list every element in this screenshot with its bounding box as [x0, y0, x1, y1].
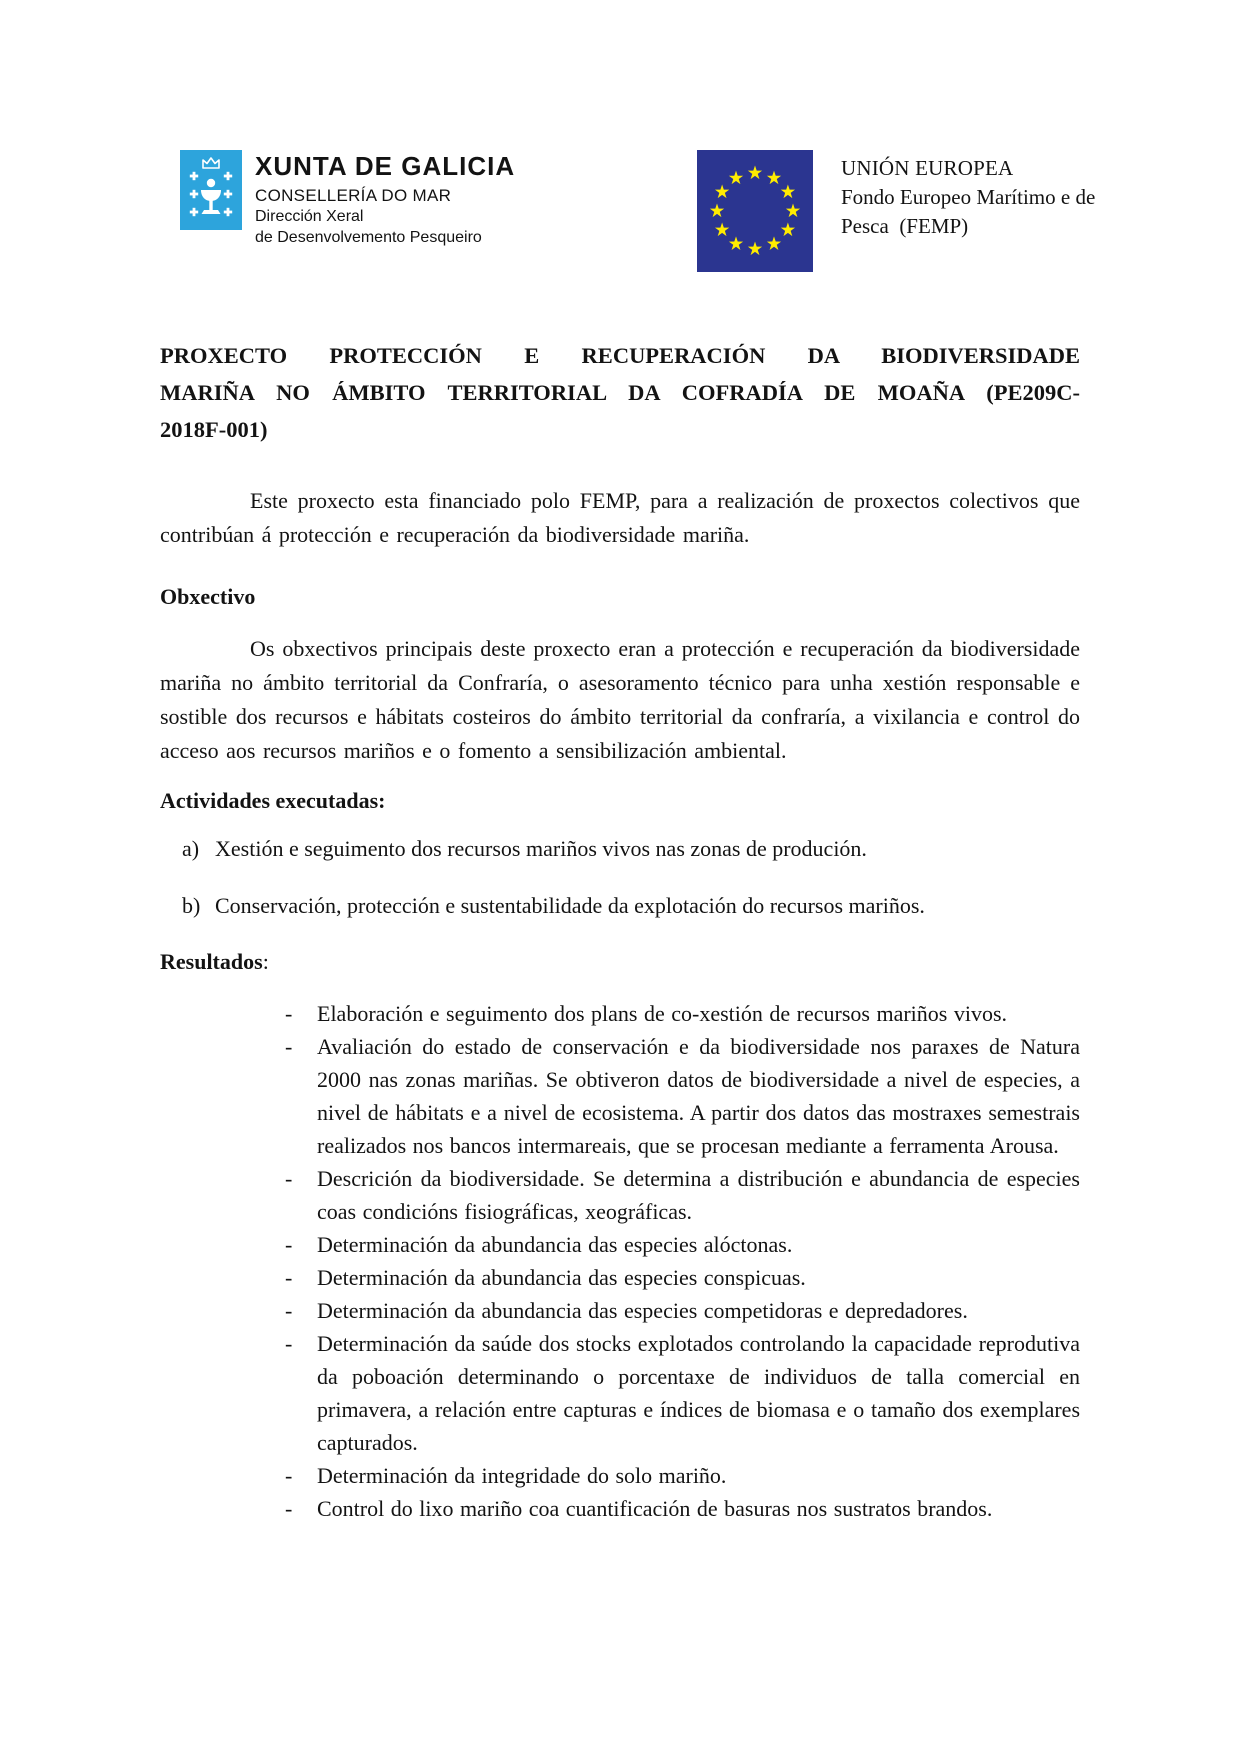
activity-marker: a) — [182, 836, 200, 861]
eu-fund-line1: Fondo Europeo Marítimo e de — [841, 185, 1096, 209]
result-item — [160, 1294, 1080, 1327]
result-text: Control do lixo mariño coa cuantificación de basuras nos sustratos brandos. — [317, 1496, 993, 1521]
result-item — [160, 1492, 1080, 1525]
eu-flag-icon — [697, 150, 813, 272]
activities-list — [160, 832, 1080, 923]
result-text: Determinación da abundancia das especies competidoras e depredadores. — [317, 1298, 968, 1323]
document-content — [160, 337, 1080, 1525]
result-dash: - — [285, 1463, 293, 1488]
eu-name-text: UNIÓN EUROPEA — [841, 156, 1014, 180]
result-text: Determinación da integridade do solo mariño. — [317, 1463, 727, 1488]
xunta-department-text: CONSELLERÍA DO MAR — [255, 186, 452, 205]
xunta-direction-line1: Dirección Xeral — [255, 208, 364, 225]
xunta-brand-text: XUNTA DE GALICIA — [255, 151, 516, 181]
activity-item — [160, 832, 1080, 866]
result-dash: - — [285, 1232, 293, 1257]
result-item — [160, 1228, 1080, 1261]
eu-logo — [697, 150, 1095, 272]
result-item — [160, 1030, 1080, 1162]
result-item — [160, 1327, 1080, 1459]
objective-heading: Obxectivo — [160, 584, 256, 609]
result-text: Elaboración e seguimento dos plans de co-xestión de recursos mariños vivos. — [317, 1001, 1008, 1026]
result-text: Determinación da saúde dos stocks explotados controlando la capacidade reprodutiva da poboación determinando o porcentaxe de individuos de talla comercial en primavera, a relación entre capturas e índices de biomasa e o tamaño dos exemplares capturados. — [317, 1331, 1080, 1455]
result-dash: - — [285, 1298, 293, 1323]
xunta-direction-line2: de Desenvolvemento Pesqueiro — [255, 229, 482, 246]
result-item — [160, 1459, 1080, 1492]
eu-fund-line2: Pesca (FEMP) — [841, 214, 969, 238]
result-text: Avaliación do estado de conservación e da biodiversidade nos paraxes de Natura 2000 nas zonas mariñas. Se obtiveron datos de biodiversidade a nivel de especies, a nivel de hábitats e a nivel de ecosistema. A partir dos datos das mostraxes semestrais realizados nos bancos intermareais, que se procesan mediante a ferramenta Arousa. — [317, 1034, 1080, 1158]
results-list — [160, 997, 1080, 1525]
result-item — [160, 1162, 1080, 1228]
activity-marker: b) — [182, 893, 201, 918]
xunta-crest-icon — [180, 150, 242, 230]
result-item — [160, 997, 1080, 1030]
result-dash: - — [285, 1265, 293, 1290]
result-text: Determinación da abundancia das especies conspicuas. — [317, 1265, 806, 1290]
xunta-logo — [180, 150, 515, 248]
activities-heading: Actividades executadas: — [160, 788, 386, 813]
document-title — [160, 337, 1080, 448]
result-text: Determinación da abundancia das especies alóctonas. — [317, 1232, 793, 1257]
result-dash: - — [285, 1034, 293, 1059]
title-line-1: PROXECTO PROTECCIÓN E RECUPERACIÓN DA BIODIVERSIDADE — [160, 343, 1080, 368]
objective-paragraph: Os obxectivos principais deste proxecto eran a protección e recuperación da biodiversidade mariña no ámbito territorial da Confraría, o asesoramento técnico para unha xestión responsable e sostible dos recursos e hábitats costeiros do ámbito territorial da confraría, a vixilancia e control do acceso aos recursos mariños e o fomento a sensibilización ambiental. — [160, 636, 1080, 763]
activity-item — [160, 889, 1080, 923]
result-dash: - — [285, 1001, 293, 1026]
intro-paragraph: Este proxecto esta financiado polo FEMP, para a realización de proxectos colectivos que contribúan á protección e recuperación da biodiversidade mariña. — [160, 488, 1080, 547]
result-dash: - — [285, 1496, 293, 1521]
result-item — [160, 1261, 1080, 1294]
result-text: Descrición da biodiversidade. Se determina a distribución e abundancia de especies coas condicións fisiográficas, xeográficas. — [317, 1166, 1080, 1224]
results-heading: Resultados: — [160, 949, 269, 974]
result-dash: - — [285, 1331, 293, 1356]
activity-text: Xestión e seguimento dos recursos mariños vivos nas zonas de produción. — [215, 836, 867, 861]
activity-text: Conservación, protección e sustentabilidade da explotación do recursos mariños. — [215, 893, 925, 918]
title-line-3: 2018F-001) — [160, 417, 268, 442]
title-line-2: MARIÑA NO ÁMBITO TERRITORIAL DA COFRADÍA DE MOAÑA (PE209C- — [160, 380, 1080, 405]
result-dash: - — [285, 1166, 293, 1191]
